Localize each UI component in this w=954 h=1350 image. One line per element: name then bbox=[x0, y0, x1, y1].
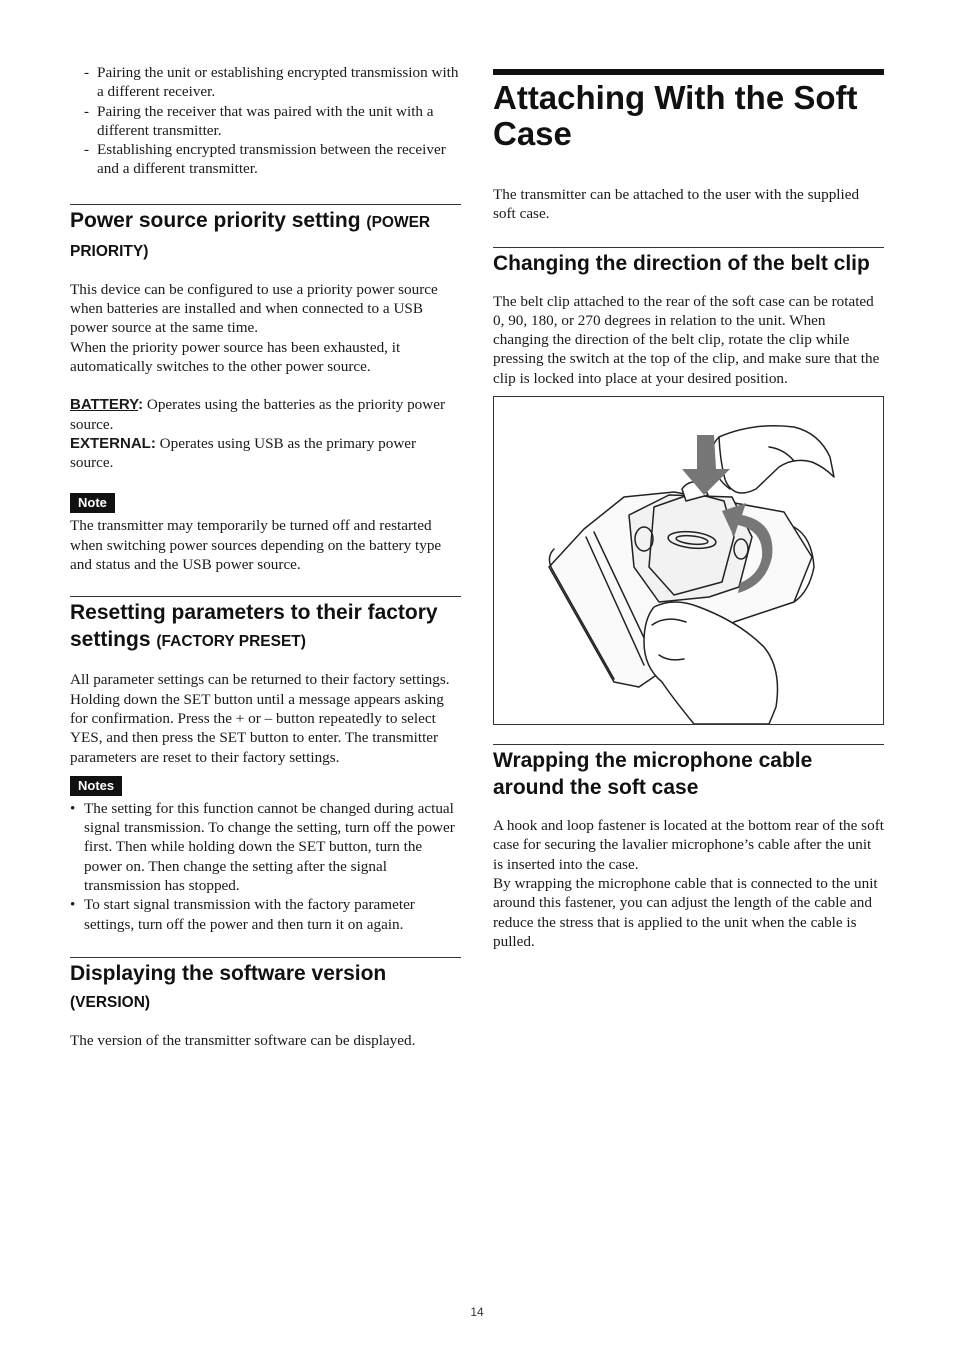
notes-list bbox=[70, 799, 461, 934]
belt-clip-heading: Changing the direction of the belt clip bbox=[493, 251, 870, 275]
list-item: - Pairing the unit or establishing encrypted transmission with a different receiver. bbox=[84, 63, 461, 102]
list-item: - Establishing encrypted transmission between the receiver and a different transmitter. bbox=[84, 140, 461, 179]
cable-heading: Wrapping the microphone cable around the soft case bbox=[493, 749, 813, 800]
factory-preset-heading: Resetting parameters to their factory settings (FACTORY PRESET) bbox=[70, 601, 438, 652]
notes-block bbox=[70, 776, 461, 796]
battery-option: BATTERY: Operates using the batteries as the priority power source. bbox=[70, 396, 446, 433]
list-item: • To start signal transmission with the factory parameter settings, turn off the power and then turn it on again. bbox=[70, 895, 461, 934]
left-column bbox=[70, 63, 461, 1050]
note-block bbox=[70, 493, 461, 513]
version-para: The version of the transmitter software can be displayed. bbox=[70, 1031, 416, 1049]
cable-para2: By wrapping the microphone cable that is connected to the unit around this fastener, you can adjust the length of the cable and reduce the stress that is applied to the unit when the cable is pulled. bbox=[493, 874, 878, 950]
section-divider bbox=[70, 957, 461, 958]
note-text: The transmitter may temporarily be turned off and restarted when switching power sources depending on the battery type and status and the USB power source. bbox=[70, 517, 442, 574]
section-divider bbox=[493, 744, 884, 745]
factory-preset-para1: All parameter settings can be returned to their factory settings. bbox=[70, 671, 450, 689]
intro-dash-list bbox=[70, 63, 461, 179]
section-divider bbox=[70, 204, 461, 205]
note-badge: Note bbox=[70, 493, 115, 513]
notes-badge: Notes bbox=[70, 776, 122, 796]
external-option: EXTERNAL: Operates using USB as the primary power source. bbox=[70, 434, 417, 472]
power-priority-para1: This device can be configured to use a priority power source when batteries are installed and when connected to a USB power source at the same time. bbox=[70, 280, 438, 337]
external-term: EXTERNAL: bbox=[70, 434, 156, 452]
power-priority-para2: When the priority power source has been exhausted, it automatically switches to the other power source. bbox=[70, 338, 401, 375]
cable-para1: A hook and loop fastener is located at the bottom rear of the soft case for securing the lavalier microphone’s cable after the unit is inserted into the case. bbox=[493, 817, 884, 873]
page-number: 14 bbox=[470, 1305, 484, 1319]
section-divider bbox=[493, 247, 884, 248]
right-column bbox=[493, 69, 884, 951]
version-heading: Displaying the software version (VERSION) bbox=[70, 961, 387, 1011]
factory-preset-para2: Holding down the SET button until a message appears asking for confirmation. Press the + or – button repeatedly to select YES, and then press the SET button to enter. The transmitter parameters are reset to their factory settings. bbox=[70, 690, 444, 766]
list-item: - Pairing the receiver that was paired with the unit with a different transmitter. bbox=[84, 102, 461, 141]
page-title: Attaching With the Soft Case bbox=[493, 79, 858, 152]
belt-clip-illustration bbox=[493, 396, 884, 725]
section-divider bbox=[70, 596, 461, 597]
battery-term: BATTERY bbox=[70, 396, 139, 414]
soft-case-intro: The transmitter can be attached to the user with the supplied soft case. bbox=[493, 186, 860, 223]
chapter-title-bar bbox=[493, 69, 884, 152]
list-item: • The setting for this function cannot be changed during actual signal transmission. To change the setting, turn off the power first. Then while holding down the SET button, turn the power on. Then change the setting after the signal transmission has stopped. bbox=[70, 799, 461, 895]
power-priority-heading: Power source priority setting (POWER PRIORITY) bbox=[70, 208, 431, 260]
belt-clip-drawing bbox=[494, 397, 883, 724]
belt-clip-para: The belt clip attached to the rear of the soft case can be rotated 0, 90, 180, or 270 degrees in relation to the unit. When changing the direction of the belt clip, rotate the clip while pressing the switch at the top of the clip, and make sure that the clip is locked into place at your desired position. bbox=[493, 292, 880, 387]
